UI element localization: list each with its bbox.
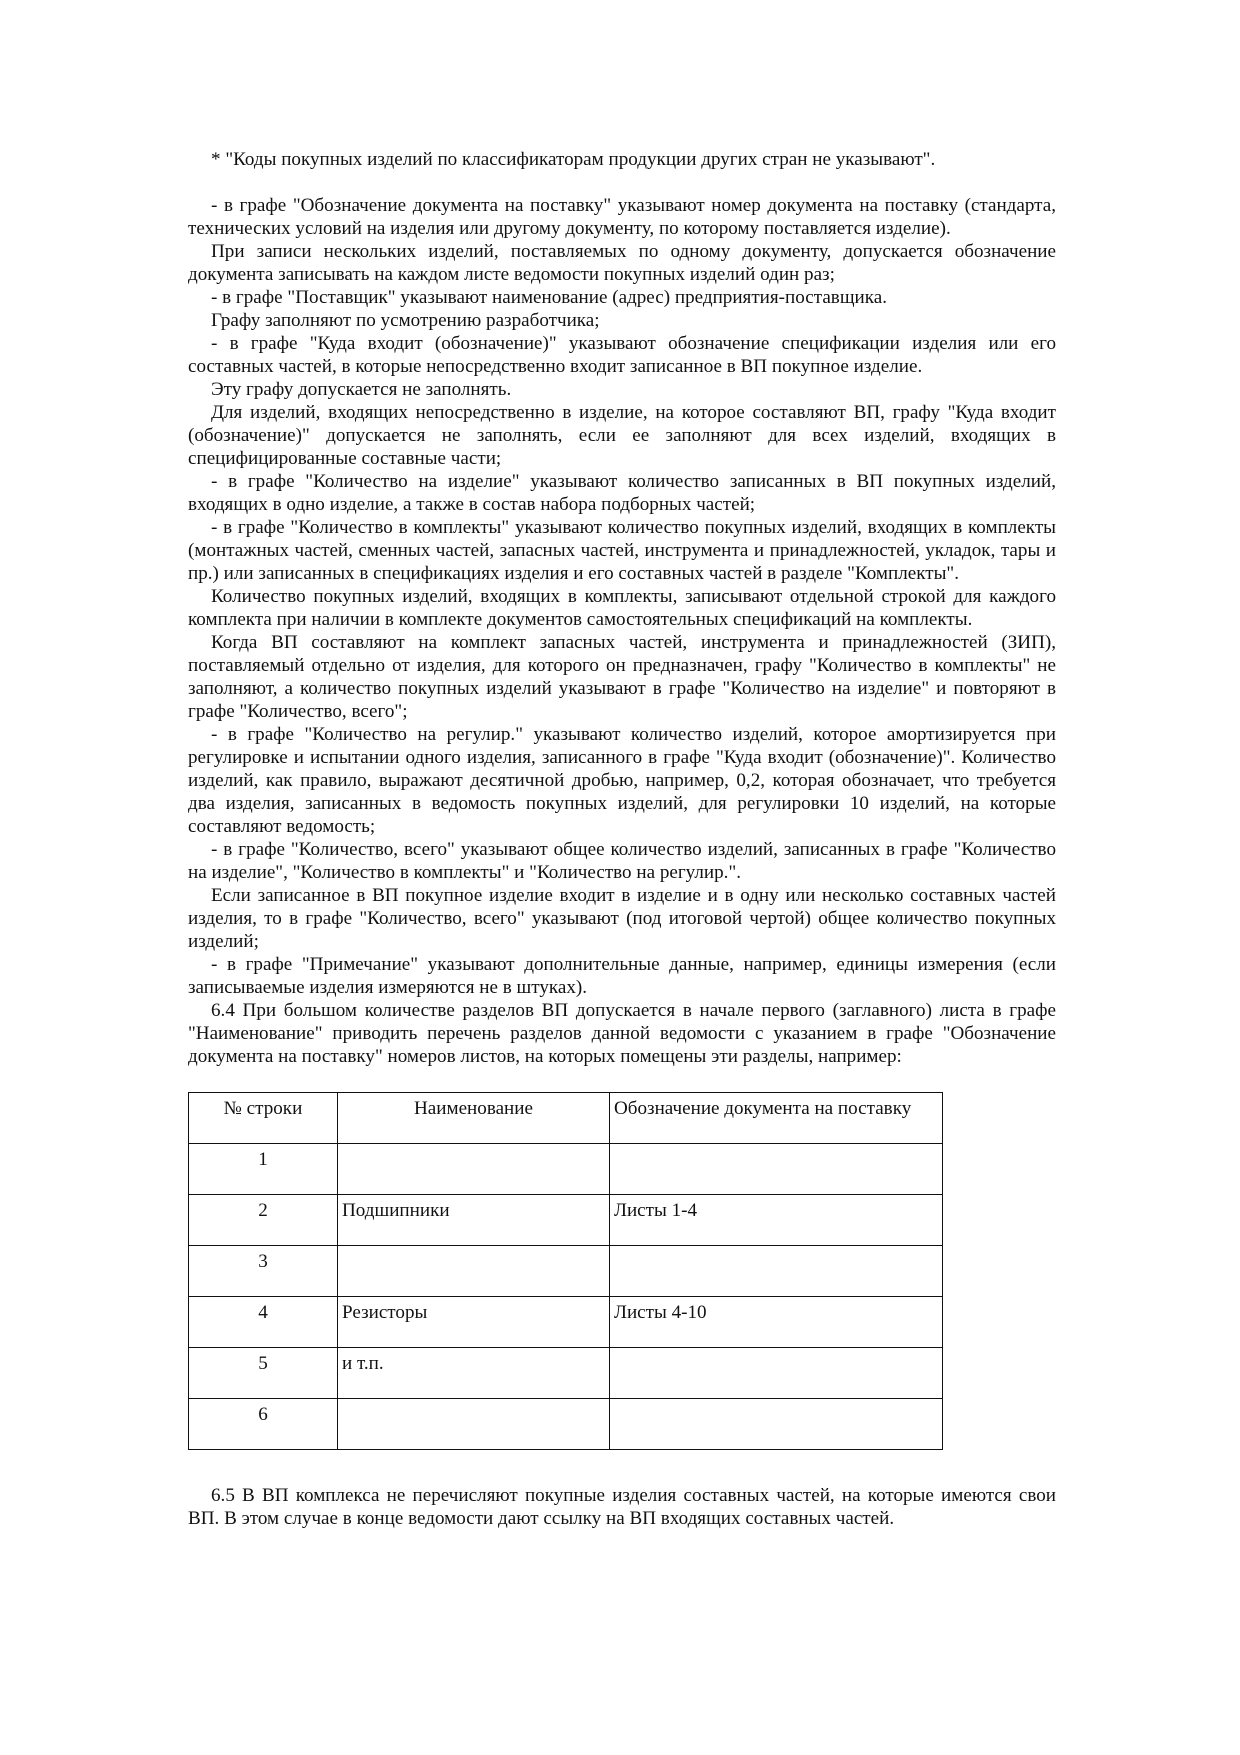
cell-name bbox=[338, 1399, 610, 1450]
cell-row-number: 1 bbox=[189, 1144, 338, 1195]
paragraph: - в графе "Количество на регулир." указывают количество изделий, которое амортизируется при регулировке и испытании одного изделия, записанного в графе "Куда входит (обозначение)". Количество изделий, как правило, выражают десятичной дробью, например, 0,2, которая обозначает, что требуется два изделия, записанных в ведомость покупных изделий, для регулировки 10 изделий, на которые составляют ведомость; bbox=[188, 724, 1056, 837]
paragraph: При записи нескольких изделий, поставляемых по одному документу, допускается обозначение документа записывать на каждом листе ведомости покупных изделий один раз; bbox=[188, 241, 1056, 285]
paragraph: - в графе "Поставщик" указывают наименование (адрес) предприятия-поставщика. bbox=[211, 287, 887, 308]
table-row bbox=[189, 1297, 943, 1348]
table-header-row bbox=[189, 1093, 943, 1144]
paragraph: Эту графу допускается не заполнять. bbox=[211, 379, 512, 400]
paragraph: Для изделий, входящих непосредственно в изделие, на которое составляют ВП, графу "Куда входит (обозначение)" допускается не заполнять, если ее заполняют для всех изделий, входящих в специфицированные составные части; bbox=[188, 402, 1056, 469]
table-row bbox=[189, 1348, 943, 1399]
cell-name: Подшипники bbox=[338, 1195, 610, 1246]
table-row bbox=[189, 1399, 943, 1450]
cell-document bbox=[610, 1399, 943, 1450]
header-cell-name: Наименование bbox=[338, 1093, 610, 1144]
cell-name: и т.п. bbox=[338, 1348, 610, 1399]
cell-name bbox=[338, 1246, 610, 1297]
paragraph: - в графе "Количество в комплекты" указывают количество покупных изделий, входящих в комплекты (монтажных частей, сменных частей, запасных частей, инструмента и принадлежностей, укладок, тары и пр.) или записанных в спецификациях изделия и его составных частей в разделе "Комплекты". bbox=[188, 517, 1056, 584]
paragraph: - в графе "Обозначение документа на поставку" указывают номер документа на поставку (стандарта, технических условий на изделия или другому документу, по которому поставляется изделие). bbox=[188, 195, 1056, 239]
paragraph: Если записанное в ВП покупное изделие входит в изделие и в одну или несколько составных частей изделия, то в графе "Количество, всего" указывают (под итоговой чертой) общее количество покупных изделий; bbox=[188, 885, 1056, 952]
cell-row-number: 5 bbox=[189, 1348, 338, 1399]
cell-document bbox=[610, 1246, 943, 1297]
cell-row-number: 3 bbox=[189, 1246, 338, 1297]
cell-name: Резисторы bbox=[338, 1297, 610, 1348]
paragraph: Графу заполняют по усмотрению разработчика; bbox=[211, 310, 600, 331]
table-row bbox=[189, 1246, 943, 1297]
cell-document bbox=[610, 1144, 943, 1195]
cell-document bbox=[610, 1348, 943, 1399]
document-page bbox=[188, 148, 1056, 1530]
cell-row-number: 6 bbox=[189, 1399, 338, 1450]
body-text bbox=[188, 194, 1056, 1068]
table-row bbox=[189, 1195, 943, 1246]
cell-row-number: 2 bbox=[189, 1195, 338, 1246]
cell-name bbox=[338, 1144, 610, 1195]
paragraph: Когда ВП составляют на комплект запасных частей, инструмента и принадлежностей (ЗИП), поставляемый отдельно от изделия, для которого он предназначен, графу "Количество в комплекты" не заполняют, а количество покупных изделий указывают в графе "Количество на изделие" и повторяют в графе "Количество, всего"; bbox=[188, 632, 1056, 722]
header-cell-document: Обозначение документа на поставку bbox=[610, 1093, 943, 1144]
paragraph: Количество покупных изделий, входящих в комплекты, записывают отдельной строкой для каждого комплекта при наличии в комплекте документов самостоятельных спецификаций на комплекты. bbox=[188, 586, 1056, 630]
paragraph: - в графе "Количество на изделие" указывают количество записанных в ВП покупных изделий, входящих в одно изделие, а также в состав набора подборных частей; bbox=[188, 471, 1056, 515]
cell-document: Листы 4-10 bbox=[610, 1297, 943, 1348]
table-row bbox=[189, 1144, 943, 1195]
closing-paragraph: 6.5 В ВП комплекса не перечисляют покупные изделия составных частей, на которые имеются свои ВП. В этом случае в конце ведомости дают ссылку на ВП входящих составных частей. bbox=[188, 1485, 1056, 1529]
paragraph: - в графе "Примечание" указывают дополнительные данные, например, единицы измерения (если записываемые изделия измеряются не в штуках). bbox=[188, 954, 1056, 998]
paragraph: 6.4 При большом количестве разделов ВП допускается в начале первого (заглавного) листа в графе "Наименование" приводить перечень разделов данной ведомости с указанием в графе "Обозначение документа на поставку" номеров листов, на которых помещены эти разделы, например: bbox=[188, 1000, 1056, 1067]
paragraph: - в графе "Куда входит (обозначение)" указывают обозначение спецификации изделия или его составных частей, в которые непосредственно входит записанное в ВП покупное изделие. bbox=[188, 333, 1056, 377]
header-cell-row-number: № строки bbox=[189, 1093, 338, 1144]
paragraph: - в графе "Количество, всего" указывают общее количество изделий, записанных в графе "Количество на изделие", "Количество в комплекты" и "Количество на регулир.". bbox=[188, 839, 1056, 883]
cell-row-number: 4 bbox=[189, 1297, 338, 1348]
cell-document: Листы 1-4 bbox=[610, 1195, 943, 1246]
sections-table bbox=[188, 1092, 943, 1450]
footnote: * "Коды покупных изделий по классификаторам продукции других стран не указывают". bbox=[211, 149, 936, 170]
